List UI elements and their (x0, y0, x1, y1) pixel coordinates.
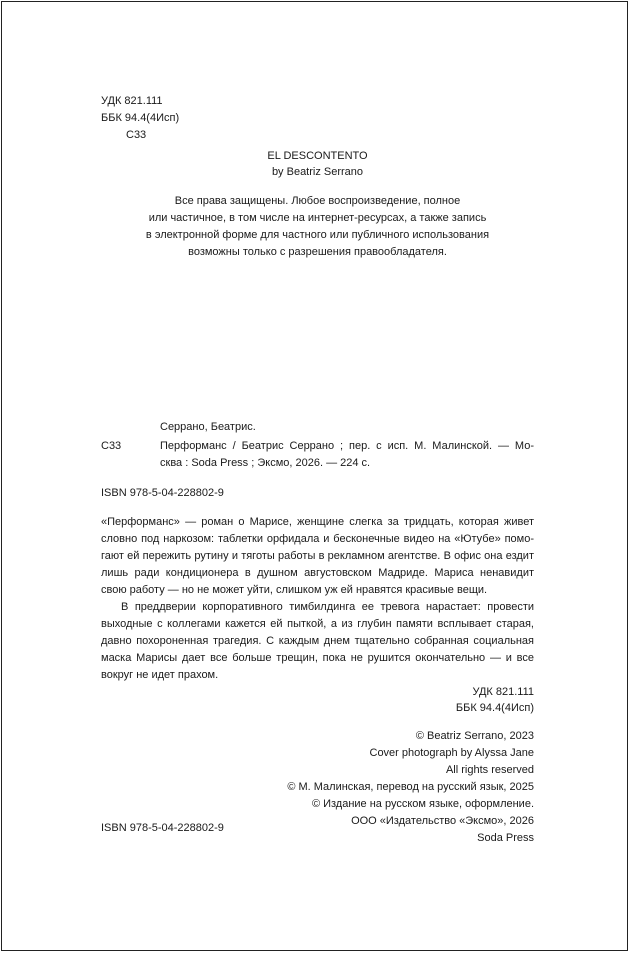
copyright-line: © Издание на русском языке, оформление. (311, 798, 534, 810)
copyright-line: © М. Малинская, перевод на русский язык, 2025 (287, 781, 534, 793)
annotation-line: В преддверии корпоративного тимбилдинга ее тревога нарастает: провести (121, 601, 534, 613)
annotation-line: маска Марисы дает все больше трещин, пока не рушится окончательно — и все (101, 652, 534, 664)
udk-bottom: УДК 821.111 (472, 686, 534, 698)
author-mark-top: С33 (126, 129, 147, 141)
bbk-top: ББК 94.4(4Исп) (101, 112, 180, 124)
annotation-line: «Перформанс» — роман о Марисе, женщине слегка за тридцать, которая живет (101, 516, 534, 528)
annotation-line: лишь ради кондиционера в душном августовском Мадриде. Мариса ненавидит (101, 567, 534, 579)
annotation-line: давно похороненная трагедия. С каждым днем тщательно собранная социальная (101, 635, 534, 647)
annotation (101, 514, 534, 684)
rights-notice (101, 193, 534, 261)
catalog-description (160, 438, 534, 472)
catalog-line: сква : Soda Press ; Эксмо, 2026. — 224 с. (160, 457, 371, 469)
original-title: EL DESCONTENTO (267, 150, 368, 162)
rights-line: возможны только с разрешения правообладателя. (188, 246, 447, 258)
isbn-top: ISBN 978-5-04-228802-9 (101, 487, 224, 499)
annotation-line: свою работу — но не может уйти, слишком уж ей нравятся красивые вещи. (101, 584, 488, 596)
isbn-bottom: ISBN 978-5-04-228802-9 (101, 822, 224, 834)
annotation-line: гают ей пережить рутину и тяготы работы в рекламном агентстве. В офис она ездит (101, 550, 534, 562)
rights-line: или частичное, в том числе на интернет-ресурсах, а также запись (148, 212, 487, 224)
udk-top: УДК 821.111 (101, 95, 163, 107)
copyright-line: © Beatriz Serrano, 2023 (415, 730, 534, 742)
copyright-line: Soda Press (477, 832, 534, 844)
catalog-line: Перформанс / Беатрис Серрано ; пер. с исп. М. Малинской. — Мо- (160, 440, 534, 452)
annotation-line: выходные с коллегами кажется ей пыткой, а из глубин памяти всплывает старая, (101, 618, 534, 630)
rights-line: Все права защищены. Любое воспроизведение, полное (174, 195, 461, 207)
annotation-line: словно под наркозом: таблетки орфидала и бесконечные видео на «Ютубе» помо- (101, 533, 534, 545)
rights-line: в электронной форме для частного или публичного использования (145, 229, 490, 241)
annotation-line: вокруг не идет прахом. (101, 669, 219, 681)
bbk-bottom: ББК 94.4(4Исп) (455, 702, 534, 714)
catalog-author-heading: Серрано, Беатрис. (160, 421, 256, 433)
copyright-line: ООО «Издательство «Эксмо», 2026 (351, 815, 534, 827)
catalog-mark: С33 (101, 440, 122, 452)
original-byline: by Beatriz Serrano (271, 166, 364, 178)
copyright-line: All rights reserved (445, 764, 534, 776)
copyright-line: Cover photograph by Alyssa Jane (369, 747, 534, 759)
